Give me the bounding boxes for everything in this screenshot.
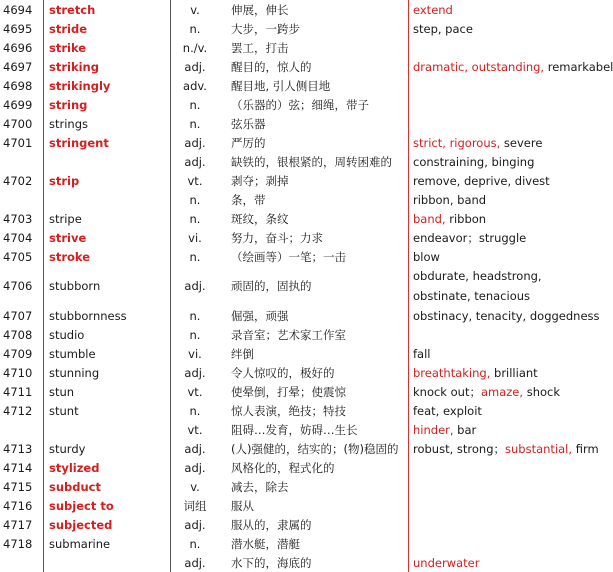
entry-number: 4696 (0, 38, 44, 57)
chinese-meaning: 弦乐器 (223, 114, 409, 133)
chinese-meaning: 录音室；艺术家工作室 (223, 325, 409, 344)
part-of-speech: vi. (188, 346, 202, 361)
entry-word: stride (44, 19, 171, 38)
entry-word: strikingly (44, 76, 171, 95)
vocab-row (0, 306, 600, 325)
chinese-meaning: （绘画等）一笔；一击 (223, 247, 409, 266)
entry-word: subjected (44, 515, 171, 534)
entry-word: subject to (44, 496, 171, 515)
synonyms (409, 420, 601, 439)
chinese-meaning: 绊倒 (223, 344, 409, 363)
chinese-meaning: (人)强健的，结实的；(物)稳固的 (223, 439, 409, 458)
vocab-row (0, 382, 600, 401)
vocab-row (0, 363, 600, 382)
entry-word: stumble (44, 344, 171, 363)
vocab-row (0, 420, 600, 439)
synonym-highlight: breathtaking, (413, 365, 491, 380)
entry-word: stringent (44, 133, 171, 152)
vocab-row (0, 152, 600, 171)
entry-word (44, 152, 171, 171)
part-of-speech: n. (189, 249, 201, 264)
entry-number: 4717 (0, 515, 44, 534)
vocab-row (0, 325, 600, 344)
synonyms (409, 190, 601, 209)
synonyms (409, 534, 601, 553)
synonym-highlight: extend (413, 2, 453, 17)
vocab-row (0, 76, 600, 95)
synonym-text: endeavor；struggle (413, 230, 527, 245)
chinese-meaning: 斑纹，条纹 (223, 209, 409, 228)
synonyms (409, 401, 601, 420)
entry-number: 4709 (0, 344, 44, 363)
entry-number: 4715 (0, 477, 44, 496)
entry-number: 4714 (0, 458, 44, 477)
part-of-speech: adj. (184, 59, 206, 74)
synonym-text: remove, deprive, divest (413, 173, 550, 188)
vocab-row (0, 57, 600, 76)
entry-number: 4712 (0, 401, 44, 420)
entry-number: 4707 (0, 306, 44, 325)
vocab-row (0, 458, 600, 477)
synonym-highlight: amaze, (480, 384, 524, 399)
synonyms (409, 19, 601, 38)
part-of-speech: n. (189, 211, 201, 226)
vocab-row (0, 534, 600, 553)
vocab-row (0, 38, 600, 57)
entry-word: strike (44, 38, 171, 57)
part-of-speech: vi. (188, 230, 202, 245)
part-of-speech: n. (189, 192, 201, 207)
part-of-speech: adj. (184, 460, 206, 475)
part-of-speech: n. (189, 327, 201, 342)
synonyms (409, 496, 601, 515)
entry-number: 4695 (0, 19, 44, 38)
chinese-meaning: 缺铁的，银根紧的，周转困难的 (223, 152, 409, 171)
synonyms (409, 114, 601, 133)
synonym-highlight: underwater (413, 555, 480, 570)
synonym-text: ribbon (445, 211, 487, 226)
synonym-text: severe (500, 135, 543, 150)
vocab-row (0, 95, 600, 114)
synonyms (409, 209, 601, 228)
entry-number: 4706 (0, 266, 44, 306)
synonyms (409, 0, 601, 19)
entry-word: strings (44, 114, 171, 133)
entry-word: string (44, 95, 171, 114)
synonyms (409, 171, 601, 190)
vocab-row (0, 114, 600, 133)
synonym-text: obdurate, headstrong, obstinate, tenacious (413, 269, 542, 303)
part-of-speech: 词组 (183, 498, 207, 513)
synonyms (409, 152, 601, 171)
part-of-speech: n. (189, 536, 201, 551)
entry-word: sturdy (44, 439, 171, 458)
synonyms (409, 266, 601, 306)
synonyms (409, 363, 601, 382)
part-of-speech: adj. (184, 135, 206, 150)
part-of-speech: n. (189, 403, 201, 418)
entry-number: 4694 (0, 0, 44, 19)
vocab-row (0, 266, 600, 306)
chinese-meaning: 醒目地, 引人侧目地 (223, 76, 409, 95)
vocab-row (0, 477, 600, 496)
vocab-row (0, 515, 600, 534)
synonym-text: shock (523, 384, 561, 399)
chinese-meaning: 伸展，伸长 (223, 0, 409, 19)
synonym-text: step, pace (413, 21, 473, 36)
entry-word: stunning (44, 363, 171, 382)
entry-number: 4704 (0, 228, 44, 247)
vocab-row (0, 133, 600, 152)
entry-word (44, 420, 171, 439)
synonyms (409, 228, 601, 247)
chinese-meaning: 条，带 (223, 190, 409, 209)
entry-number: 4705 (0, 247, 44, 266)
chinese-meaning: 令人惊叹的，极好的 (223, 363, 409, 382)
entry-number: 4710 (0, 363, 44, 382)
chinese-meaning: 努力，奋斗；力求 (223, 228, 409, 247)
vocab-row (0, 171, 600, 190)
synonym-text: feat, exploit (413, 403, 482, 418)
vocab-row (0, 228, 600, 247)
chinese-meaning: 风格化的，程式化的 (223, 458, 409, 477)
chinese-meaning: 罢工，打击 (223, 38, 409, 57)
vocab-row (0, 344, 600, 363)
chinese-meaning: 顽固的，固执的 (223, 266, 409, 306)
vocab-row (0, 209, 600, 228)
chinese-meaning: 服从 (223, 496, 409, 515)
synonyms (409, 38, 601, 57)
synonym-text: obstinacy, tenacity, doggedness (413, 308, 600, 323)
chinese-meaning: （乐器的）弦；细绳，带子 (223, 95, 409, 114)
part-of-speech: adv. (183, 78, 207, 93)
vocab-row (0, 401, 600, 420)
part-of-speech: adj. (184, 365, 206, 380)
chinese-meaning: 水下的，海底的 (223, 553, 409, 572)
entry-word: stylized (44, 458, 171, 477)
entry-number: 4713 (0, 439, 44, 458)
part-of-speech: vt. (187, 384, 203, 399)
entry-word (44, 190, 171, 209)
entry-word: stripe (44, 209, 171, 228)
entry-number: 4703 (0, 209, 44, 228)
entry-word: stunt (44, 401, 171, 420)
part-of-speech: adj. (184, 517, 206, 532)
synonyms (409, 247, 601, 266)
synonyms (409, 95, 601, 114)
part-of-speech: n. (189, 308, 201, 323)
synonym-text: fall (413, 346, 431, 361)
entry-number (0, 420, 44, 439)
vocab-row (0, 247, 600, 266)
synonym-highlight: dramatic, outstanding, (413, 59, 545, 74)
entry-number: 4698 (0, 76, 44, 95)
synonym-highlight: hinder, (413, 422, 454, 437)
part-of-speech: adj. (184, 555, 206, 570)
synonyms (409, 477, 601, 496)
entry-number: 4718 (0, 534, 44, 553)
synonyms (409, 325, 601, 344)
part-of-speech: adj. (184, 154, 206, 169)
vocab-row (0, 496, 600, 515)
entry-word: subduct (44, 477, 171, 496)
entry-word: striking (44, 57, 171, 76)
synonyms (409, 553, 601, 572)
part-of-speech: vt. (187, 422, 203, 437)
vocab-row (0, 0, 600, 19)
part-of-speech: n./v. (182, 40, 208, 55)
part-of-speech: vt. (187, 173, 203, 188)
vocab-row (0, 19, 600, 38)
entry-word (44, 553, 171, 572)
entry-number: 4699 (0, 95, 44, 114)
synonym-text: constraining, binging (413, 154, 535, 169)
part-of-speech: adj. (184, 279, 206, 293)
vocab-row (0, 439, 600, 458)
synonyms (409, 458, 601, 477)
entry-number: 4701 (0, 133, 44, 152)
synonym-text: firm (572, 441, 599, 456)
chinese-meaning: 醒目的，惊人的 (223, 57, 409, 76)
chinese-meaning: 惊人表演，绝技；特技 (223, 401, 409, 420)
synonym-text: knock out； (413, 384, 481, 399)
synonym-text: ribbon, band (413, 192, 487, 207)
synonyms (409, 344, 601, 363)
entry-word: studio (44, 325, 171, 344)
part-of-speech: n. (189, 116, 201, 131)
entry-number (0, 553, 44, 572)
entry-word: stubbornness (44, 306, 171, 325)
chinese-meaning: 服从的，隶属的 (223, 515, 409, 534)
entry-number: 4708 (0, 325, 44, 344)
chinese-meaning: 严厉的 (223, 133, 409, 152)
synonym-highlight: band, (413, 211, 446, 226)
chinese-meaning: 阻碍…发育，妨碍…生长 (223, 420, 409, 439)
synonym-text: blow (413, 249, 440, 264)
part-of-speech: adj. (184, 441, 206, 456)
synonyms (409, 306, 601, 325)
entry-number: 4700 (0, 114, 44, 133)
part-of-speech: n. (189, 21, 201, 36)
synonym-text: bar (453, 422, 477, 437)
entry-number: 4711 (0, 382, 44, 401)
synonym-highlight: strict, rigorous, (413, 135, 501, 150)
entry-word: stubborn (44, 266, 171, 306)
synonyms (409, 133, 601, 152)
chinese-meaning: 倔强，顽强 (223, 306, 409, 325)
vocab-row (0, 553, 600, 572)
synonyms (409, 439, 601, 458)
chinese-meaning: 剥夺；剥掉 (223, 171, 409, 190)
vocab-row (0, 190, 600, 209)
synonym-text: brilliant (490, 365, 538, 380)
entry-word: stroke (44, 247, 171, 266)
entry-number: 4697 (0, 57, 44, 76)
part-of-speech: v. (190, 479, 200, 494)
part-of-speech: v. (190, 2, 200, 17)
entry-number: 4702 (0, 171, 44, 190)
entry-number: 4716 (0, 496, 44, 515)
entry-word: strive (44, 228, 171, 247)
chinese-meaning: 使晕倒，打晕；使震惊 (223, 382, 409, 401)
entry-number (0, 152, 44, 171)
synonym-text: robust, strong； (413, 441, 506, 456)
synonym-text: remarkabel (544, 59, 613, 74)
part-of-speech: n. (189, 97, 201, 112)
entry-word: submarine (44, 534, 171, 553)
entry-word: stun (44, 382, 171, 401)
entry-word: stretch (44, 0, 171, 19)
synonym-highlight: substantial, (505, 441, 573, 456)
chinese-meaning: 减去，除去 (223, 477, 409, 496)
synonyms (409, 515, 601, 534)
entry-number (0, 190, 44, 209)
synonyms (409, 382, 601, 401)
entry-word: strip (44, 171, 171, 190)
chinese-meaning: 潜水艇，潜艇 (223, 534, 409, 553)
chinese-meaning: 大步，一跨步 (223, 19, 409, 38)
synonyms (409, 76, 601, 95)
synonyms (409, 57, 613, 76)
